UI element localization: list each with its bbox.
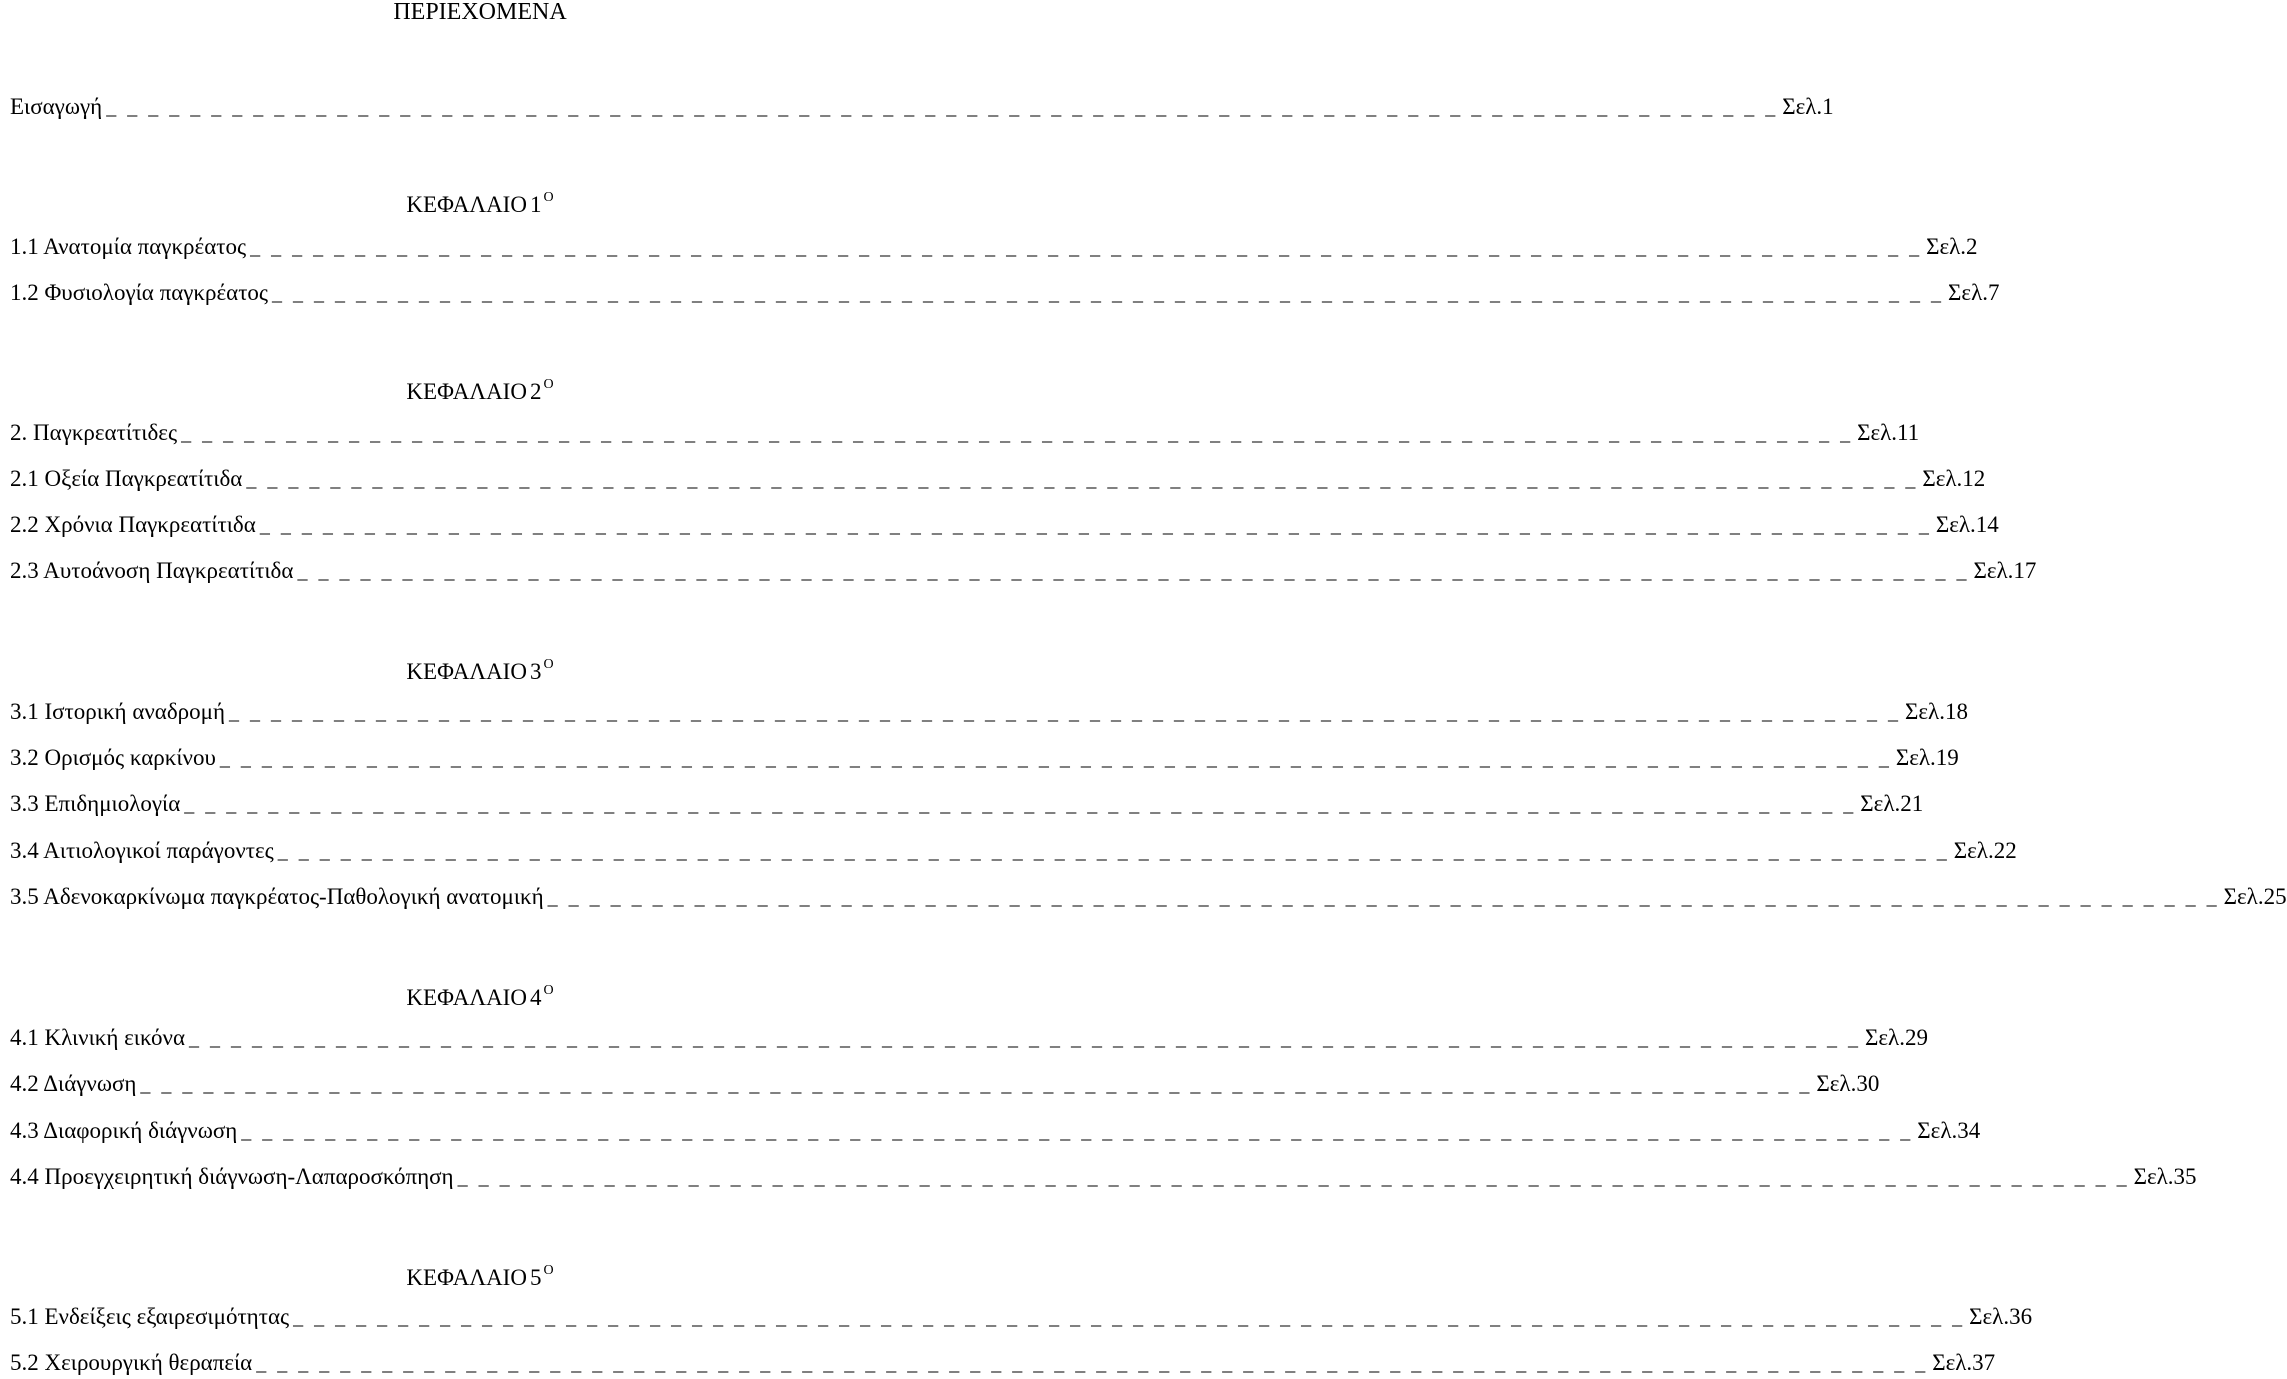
- toc-entry[interactable]: [10, 789, 1924, 819]
- dotted-leader: _ _ _ _ _ _ _ _ _ _ _ _ _ _ _ _ _ _ _ _ _ _ _ _ _ _ _ _ _ _ _ _ _ _ _ _ _ _ _ _ _ _ _ _ _ _ _ _ _ _ _ _ _ _ _ _ _ _ _ _ _ _ _ _ _ _ _ _ _ _ _ _ _ _ _ _ _ _ _ _: [189, 1028, 1862, 1050]
- chapter-superscript: Ο: [543, 657, 554, 672]
- toc-entry-page: Σελ.17: [1973, 558, 2037, 583]
- toc-entry[interactable]: [10, 1069, 1880, 1099]
- toc-entry-page: Σελ.21: [1860, 791, 1924, 816]
- page-title: ΠΕΡΙΕΧΟΜΕΝΑ: [393, 0, 567, 25]
- toc-entry-page: Σελ.30: [1816, 1071, 1880, 1096]
- toc-entry-page: Σελ.7: [1948, 280, 2000, 305]
- chapter-number: 3: [529, 659, 542, 684]
- toc-entry[interactable]: [10, 697, 1968, 727]
- chapter-heading-text: ΚΕΦΑΛΑΙΟ: [406, 1265, 527, 1290]
- toc-entry-label: 1.1 Ανατομία παγκρέατος: [10, 234, 247, 259]
- toc-entry-page: Σελ.14: [1935, 512, 1999, 537]
- toc-entry-page: Σελ.25: [2223, 884, 2287, 909]
- chapter-heading-text: ΚΕΦΑΛΑΙΟ: [406, 192, 527, 217]
- toc-entry[interactable]: [10, 278, 2000, 308]
- dotted-leader: _ _ _ _ _ _ _ _ _ _ _ _ _ _ _ _ _ _ _ _ _ _ _ _ _ _ _ _ _ _ _ _ _ _ _ _ _ _ _ _ _ _ _ _ _ _ _ _ _ _ _ _ _ _ _ _ _ _ _ _ _ _ _ _ _ _ _ _ _ _ _ _ _ _ _ _ _ _ _ _: [181, 423, 1854, 445]
- dotted-leader: _ _ _ _ _ _ _ _ _ _ _ _ _ _ _ _ _ _ _ _ _ _ _ _ _ _ _ _ _ _ _ _ _ _ _ _ _ _ _ _ _ _ _ _ _ _ _ _ _ _ _ _ _ _ _ _ _ _ _ _ _ _ _ _ _ _ _ _ _ _ _ _ _ _ _ _ _ _ _ _: [250, 237, 1923, 259]
- chapter-heading: [0, 183, 960, 220]
- toc-entry-page: Σελ.35: [2133, 1164, 2197, 1189]
- chapter-heading-text: ΚΕΦΑΛΑΙΟ: [406, 379, 527, 404]
- chapter-superscript: Ο: [543, 1263, 554, 1278]
- chapter-number: 2: [529, 379, 542, 404]
- toc-entry-page: Σελ.11: [1857, 420, 1920, 445]
- chapter-superscript: Ο: [543, 983, 554, 998]
- chapter-heading: [0, 1256, 960, 1293]
- toc-entry-page: Σελ.37: [1932, 1350, 1996, 1375]
- chapter-heading: [0, 976, 960, 1013]
- chapter-heading-text: ΚΕΦΑΛΑΙΟ: [406, 985, 527, 1010]
- toc-entry-page: Σελ.18: [1905, 699, 1968, 724]
- dotted-leader: _ _ _ _ _ _ _ _ _ _ _ _ _ _ _ _ _ _ _ _ _ _ _ _ _ _ _ _ _ _ _ _ _ _ _ _ _ _ _ _ _ _ _ _ _ _ _ _ _ _ _ _ _ _ _ _ _ _ _ _ _ _ _ _ _ _ _ _ _ _ _ _ _ _ _ _ _ _ _ _: [246, 469, 1919, 491]
- dotted-leader: _ _ _ _ _ _ _ _ _ _ _ _ _ _ _ _ _ _ _ _ _ _ _ _ _ _ _ _ _ _ _ _ _ _ _ _ _ _ _ _ _ _ _ _ _ _ _ _ _ _ _ _ _ _ _ _ _ _ _ _ _ _ _ _ _ _ _ _ _ _ _ _ _ _ _ _ _ _ _ _: [256, 1353, 1929, 1375]
- dotted-leader: _ _ _ _ _ _ _ _ _ _ _ _ _ _ _ _ _ _ _ _ _ _ _ _ _ _ _ _ _ _ _ _ _ _ _ _ _ _ _ _ _ _ _ _ _ _ _ _ _ _ _ _ _ _ _ _ _ _ _ _ _ _ _ _ _ _ _ _ _ _ _ _ _ _ _ _ _ _ _ _: [293, 1307, 1966, 1329]
- toc-entry-label: 2.2 Χρόνια Παγκρεατίτιδα: [10, 512, 256, 537]
- toc-entry[interactable]: [10, 232, 1978, 262]
- toc-entry[interactable]: [10, 556, 2037, 586]
- toc-entry-label: 2.3 Αυτοάνοση Παγκρεατίτιδα: [10, 558, 294, 583]
- toc-entry-label: Εισαγωγή: [10, 94, 103, 119]
- toc-entry-intro[interactable]: [10, 92, 1834, 122]
- dotted-leader: _ _ _ _ _ _ _ _ _ _ _ _ _ _ _ _ _ _ _ _ _ _ _ _ _ _ _ _ _ _ _ _ _ _ _ _ _ _ _ _ _ _ _ _ _ _ _ _ _ _ _ _ _ _ _ _ _ _ _ _ _ _ _ _ _ _ _ _ _ _ _ _ _ _ _ _ _ _ _ _: [277, 841, 1950, 863]
- toc-entry[interactable]: [10, 1162, 2197, 1192]
- dotted-leader: _ _ _ _ _ _ _ _ _ _ _ _ _ _ _ _ _ _ _ _ _ _ _ _ _ _ _ _ _ _ _ _ _ _ _ _ _ _ _ _ _ _ _ _ _ _ _ _ _ _ _ _ _ _ _ _ _ _ _ _ _ _ _ _ _ _ _ _ _ _ _ _ _ _ _ _ _ _ _ _: [241, 1121, 1914, 1143]
- dotted-leader: _ _ _ _ _ _ _ _ _ _ _ _ _ _ _ _ _ _ _ _ _ _ _ _ _ _ _ _ _ _ _ _ _ _ _ _ _ _ _ _ _ _ _ _ _ _ _ _ _ _ _ _ _ _ _ _ _ _ _ _ _ _ _ _ _ _ _ _ _ _ _ _ _ _ _ _ _ _ _ _: [297, 561, 1970, 583]
- dotted-leader: _ _ _ _ _ _ _ _ _ _ _ _ _ _ _ _ _ _ _ _ _ _ _ _ _ _ _ _ _ _ _ _ _ _ _ _ _ _ _ _ _ _ _ _ _ _ _ _ _ _ _ _ _ _ _ _ _ _ _ _ _ _ _ _ _ _ _ _ _ _ _ _ _ _ _ _ _ _ _ _: [547, 887, 2220, 909]
- chapter-number: 5: [529, 1265, 542, 1290]
- toc-entry-page: Σελ.34: [1917, 1118, 1981, 1143]
- toc-entry-label: 4.3 Διαφορική διάγνωση: [10, 1118, 238, 1143]
- chapter-number: 1: [529, 192, 542, 217]
- toc-entry-label: 5.1 Ενδείξεις εξαιρεσιμότητας: [10, 1304, 290, 1329]
- toc-entry-label: 2.1 Οξεία Παγκρεατίτιδα: [10, 466, 243, 491]
- toc-entry[interactable]: [10, 743, 1959, 773]
- dotted-leader: _ _ _ _ _ _ _ _ _ _ _ _ _ _ _ _ _ _ _ _ _ _ _ _ _ _ _ _ _ _ _ _ _ _ _ _ _ _ _ _ _ _ _ _ _ _ _ _ _ _ _ _ _ _ _ _ _ _ _ _ _ _ _ _ _ _ _ _ _ _ _ _ _ _ _ _ _ _ _ _: [457, 1167, 2130, 1189]
- toc-entry-label: 4.1 Κλινική εικόνα: [10, 1025, 186, 1050]
- toc-entry-page: Σελ.1: [1782, 94, 1834, 119]
- dotted-leader: _ _ _ _ _ _ _ _ _ _ _ _ _ _ _ _ _ _ _ _ _ _ _ _ _ _ _ _ _ _ _ _ _ _ _ _ _ _ _ _ _ _ _ _ _ _ _ _ _ _ _ _ _ _ _ _ _ _ _ _ _ _ _ _ _ _ _ _ _ _ _ _ _ _ _ _ _ _ _ _: [184, 794, 1857, 816]
- chapter-heading: [0, 650, 960, 687]
- toc-entry-page: Σελ.19: [1895, 745, 1959, 770]
- toc-entry-page: Σελ.22: [1953, 838, 2017, 863]
- toc-entry-label: 3.3 Επιδημιολογία: [10, 791, 181, 816]
- toc-entry-label: 4.2 Διάγνωση: [10, 1071, 137, 1096]
- toc-entry-label: 1.2 Φυσιολογία παγκρέατος: [10, 280, 269, 305]
- toc-entry[interactable]: [10, 418, 1920, 448]
- dotted-leader: _ _ _ _ _ _ _ _ _ _ _ _ _ _ _ _ _ _ _ _ _ _ _ _ _ _ _ _ _ _ _ _ _ _ _ _ _ _ _ _ _ _ _ _ _ _ _ _ _ _ _ _ _ _ _ _ _ _ _ _ _ _ _ _ _ _ _ _ _ _ _ _ _ _ _ _ _ _ _ _: [229, 702, 1902, 724]
- toc-entry[interactable]: [10, 836, 2017, 866]
- chapter-superscript: Ο: [543, 190, 554, 205]
- toc-entry-page: Σελ.29: [1865, 1025, 1928, 1050]
- toc-entry-page: Σελ.12: [1922, 466, 1986, 491]
- toc-entry-page: Σελ.2: [1926, 234, 1978, 259]
- chapter-superscript: Ο: [543, 377, 554, 392]
- toc-entry[interactable]: [10, 1116, 1981, 1146]
- toc-entry-label: 3.2 Ορισμός καρκίνου: [10, 745, 216, 770]
- toc-entry-label: 4.4 Προεγχειρητική διάγνωση-Λαπαροσκόπηση: [10, 1164, 454, 1189]
- dotted-leader: _ _ _ _ _ _ _ _ _ _ _ _ _ _ _ _ _ _ _ _ _ _ _ _ _ _ _ _ _ _ _ _ _ _ _ _ _ _ _ _ _ _ _ _ _ _ _ _ _ _ _ _ _ _ _ _ _ _ _ _ _ _ _ _ _ _ _ _ _ _ _ _ _ _ _ _ _ _ _ _: [272, 283, 1945, 305]
- toc-entry[interactable]: [10, 1348, 1996, 1378]
- toc-entry-label: 3.5 Αδενοκαρκίνωμα παγκρέατος-Παθολογική ανατομική: [10, 884, 544, 909]
- dotted-leader: _ _ _ _ _ _ _ _ _ _ _ _ _ _ _ _ _ _ _ _ _ _ _ _ _ _ _ _ _ _ _ _ _ _ _ _ _ _ _ _ _ _ _ _ _ _ _ _ _ _ _ _ _ _ _ _ _ _ _ _ _ _ _ _ _ _ _ _ _ _ _ _ _ _ _ _ _ _ _ _: [219, 748, 1892, 770]
- toc-entry-label: 3.4 Αιτιολογικοί παράγοντες: [10, 838, 274, 863]
- toc-entry[interactable]: [10, 1302, 2033, 1332]
- toc-entry[interactable]: [10, 510, 1999, 540]
- chapter-heading-text: ΚΕΦΑΛΑΙΟ: [406, 659, 527, 684]
- toc-entry[interactable]: [10, 882, 2287, 912]
- dotted-leader: _ _ _ _ _ _ _ _ _ _ _ _ _ _ _ _ _ _ _ _ _ _ _ _ _ _ _ _ _ _ _ _ _ _ _ _ _ _ _ _ _ _ _ _ _ _ _ _ _ _ _ _ _ _ _ _ _ _ _ _ _ _ _ _ _ _ _ _ _ _ _ _ _ _ _ _ _ _ _ _: [259, 515, 1932, 537]
- toc-entry[interactable]: [10, 464, 1986, 494]
- chapter-heading: [0, 370, 960, 407]
- dotted-leader: _ _ _ _ _ _ _ _ _ _ _ _ _ _ _ _ _ _ _ _ _ _ _ _ _ _ _ _ _ _ _ _ _ _ _ _ _ _ _ _ _ _ _ _ _ _ _ _ _ _ _ _ _ _ _ _ _ _ _ _ _ _ _ _ _ _ _ _ _ _ _ _ _ _ _ _ _ _ _ _: [140, 1074, 1813, 1096]
- toc-entry-label: 5.2 Χειρουργική θεραπεία: [10, 1350, 253, 1375]
- toc-entry[interactable]: [10, 1023, 1928, 1053]
- dotted-leader: _ _ _ _ _ _ _ _ _ _ _ _ _ _ _ _ _ _ _ _ _ _ _ _ _ _ _ _ _ _ _ _ _ _ _ _ _ _ _ _ _ _ _ _ _ _ _ _ _ _ _ _ _ _ _ _ _ _ _ _ _ _ _ _ _ _ _ _ _ _ _ _ _ _ _ _ _ _ _ _: [106, 97, 1779, 119]
- toc-entry-label: 3.1 Ιστορική αναδρομή: [10, 699, 226, 724]
- toc-entry-label: 2. Παγκρεατίτιδες: [10, 420, 178, 445]
- chapter-number: 4: [529, 985, 542, 1010]
- toc-entry-page: Σελ.36: [1969, 1304, 2033, 1329]
